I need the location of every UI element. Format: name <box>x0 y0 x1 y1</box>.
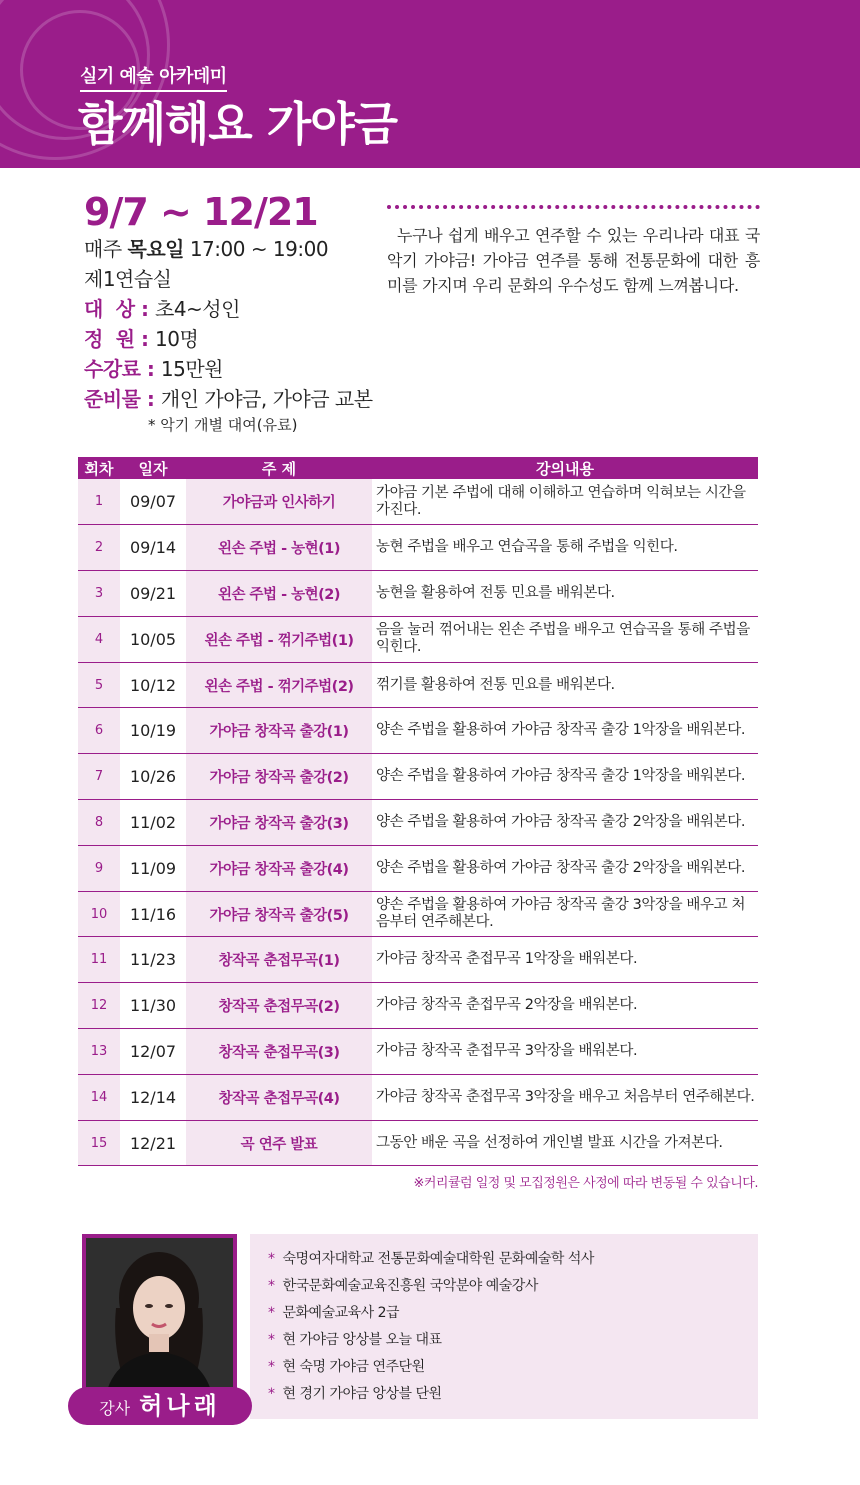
target-label: 대 상 : <box>84 297 155 321</box>
session-date: 09/14 <box>120 525 186 571</box>
schedule-time: 17:00 ~ 19:00 <box>183 237 329 261</box>
session-number: 14 <box>78 1074 120 1120</box>
schedule-day: 목요일 <box>127 237 184 261</box>
fee-label: 수강료 : <box>84 357 161 381</box>
bullet-star-icon: * <box>268 1359 275 1375</box>
session-number: 10 <box>78 891 120 937</box>
session-number: 8 <box>78 800 120 846</box>
session-topic: 창작곡 춘접무곡(1) <box>186 937 372 983</box>
bio-text: 현 경기 가야금 앙상블 단원 <box>282 1386 442 1402</box>
session-date: 10/26 <box>120 754 186 800</box>
session-content: 양손 주법을 활용하여 가야금 창작곡 출강 2악장을 배워본다. <box>372 800 758 846</box>
session-number: 1 <box>78 479 120 525</box>
fee-row <box>84 354 384 384</box>
session-content: 가야금 창작곡 춘접무곡 3악장을 배우고 처음부터 연주해본다. <box>372 1074 758 1120</box>
column-header-content: 강의내용 <box>372 457 758 479</box>
session-content: 그동안 배운 곡을 선정하여 개인별 발표 시간을 가져본다. <box>372 1120 758 1166</box>
session-topic: 왼손 주법 - 꺾기주법(2) <box>186 662 372 708</box>
portrait-image <box>86 1238 233 1394</box>
column-header-session: 회차 <box>78 457 120 479</box>
table-row <box>78 937 758 983</box>
session-number: 4 <box>78 616 120 662</box>
supplies-value: 개인 가야금, 가야금 교본 <box>160 387 373 411</box>
session-topic: 가야금과 인사하기 <box>186 479 372 525</box>
session-number: 5 <box>78 662 120 708</box>
table-row <box>78 754 758 800</box>
bio-list <box>268 1246 594 1408</box>
session-number: 3 <box>78 571 120 617</box>
session-topic: 가야금 창작곡 출강(3) <box>186 800 372 846</box>
bio-item <box>268 1246 594 1273</box>
session-date: 12/21 <box>120 1120 186 1166</box>
table-row <box>78 616 758 662</box>
session-topic: 가야금 창작곡 출강(5) <box>186 891 372 937</box>
course-info <box>84 190 384 436</box>
schedule-prefix: 매주 <box>84 237 128 261</box>
target-row <box>84 294 384 324</box>
teacher-photo <box>82 1234 237 1398</box>
course-description <box>387 205 760 298</box>
dotted-divider <box>387 205 760 209</box>
table-row <box>78 525 758 571</box>
session-number: 11 <box>78 937 120 983</box>
room: 제1연습실 <box>84 267 172 291</box>
session-content: 가야금 창작곡 춘접무곡 1악장을 배워본다. <box>372 937 758 983</box>
session-topic: 가야금 창작곡 출강(2) <box>186 754 372 800</box>
teacher-name: 허나래 <box>139 1392 221 1420</box>
session-content: 양손 주법을 활용하여 가야금 창작곡 출강 2악장을 배워본다. <box>372 845 758 891</box>
column-header-date: 일자 <box>120 457 186 479</box>
session-number: 13 <box>78 1029 120 1075</box>
bio-text: 현 숙명 가야금 연주단원 <box>282 1359 425 1375</box>
schedule-table <box>78 457 758 1166</box>
teacher-role: 강사 <box>99 1399 131 1418</box>
session-content: 가야금 창작곡 춘접무곡 3악장을 배워본다. <box>372 1029 758 1075</box>
page-title: 함께해요 가야금 <box>78 97 398 151</box>
session-topic: 왼손 주법 - 농현(1) <box>186 525 372 571</box>
column-header-topic: 주 제 <box>186 457 372 479</box>
table-row <box>78 800 758 846</box>
capacity-row <box>84 324 384 354</box>
bullet-star-icon: * <box>268 1332 275 1348</box>
session-date: 12/14 <box>120 1074 186 1120</box>
header-banner <box>0 0 860 168</box>
bio-text: 한국문화예술교육진흥원 국악분야 예술강사 <box>282 1278 538 1294</box>
session-topic: 가야금 창작곡 출강(4) <box>186 845 372 891</box>
session-topic: 왼손 주법 - 농현(2) <box>186 571 372 617</box>
bio-item <box>268 1273 594 1300</box>
supplies-note: * 악기 개별 대여(유료) <box>148 416 298 434</box>
session-number: 12 <box>78 983 120 1029</box>
session-content: 꺾기를 활용하여 전통 민요를 배워본다. <box>372 662 758 708</box>
session-date: 10/12 <box>120 662 186 708</box>
table-row <box>78 571 758 617</box>
session-content: 양손 주법을 활용하여 가야금 창작곡 출강 1악장을 배워본다. <box>372 708 758 754</box>
bio-text: 숙명여자대학교 전통문화예술대학원 문화예술학 석사 <box>282 1251 594 1267</box>
fee-value: 15만원 <box>160 357 223 381</box>
capacity-value: 10명 <box>155 327 199 351</box>
session-topic: 가야금 창작곡 출강(1) <box>186 708 372 754</box>
session-number: 7 <box>78 754 120 800</box>
session-date: 10/19 <box>120 708 186 754</box>
session-date: 11/30 <box>120 983 186 1029</box>
footnote: ※커리큘럼 일정 및 모집정원은 사정에 따라 변동될 수 있습니다. <box>413 1176 758 1191</box>
table-row <box>78 662 758 708</box>
session-date: 09/07 <box>120 479 186 525</box>
session-date: 12/07 <box>120 1029 186 1075</box>
supplies-label: 준비물 : <box>84 387 161 411</box>
teacher-name-badge <box>68 1387 252 1425</box>
session-date: 11/02 <box>120 800 186 846</box>
table-row <box>78 891 758 937</box>
description-text: 누구나 쉽게 배우고 연주할 수 있는 우리나라 대표 국악기 가야금! 가야금 연주를 통해 전통문화에 대한 흥미를 가지며 우리 문화의 우수성도 함께 느껴봅니다. <box>387 226 760 295</box>
table-row <box>78 1074 758 1120</box>
session-content: 농현을 활용하여 전통 민요를 배워본다. <box>372 571 758 617</box>
bio-text: 문화예술교육사 2급 <box>282 1305 400 1321</box>
session-content: 음을 눌러 꺾어내는 왼손 주법을 배우고 연습곡을 통해 주법을 익힌다. <box>372 616 758 662</box>
session-date: 11/09 <box>120 845 186 891</box>
schedule-line <box>84 234 384 264</box>
table-row <box>78 1120 758 1166</box>
session-content: 양손 주법을 활용하여 가야금 창작곡 출강 1악장을 배워본다. <box>372 754 758 800</box>
table-row <box>78 1029 758 1075</box>
session-content: 가야금 창작곡 춘접무곡 2악장을 배워본다. <box>372 983 758 1029</box>
bio-item <box>268 1327 594 1354</box>
session-date: 09/21 <box>120 571 186 617</box>
session-number: 15 <box>78 1120 120 1166</box>
header-subtitle: 실기 예술 아카데미 <box>80 62 227 92</box>
table-row <box>78 708 758 754</box>
bio-item <box>268 1300 594 1327</box>
supplies-row <box>84 384 384 414</box>
bullet-star-icon: * <box>268 1251 275 1267</box>
capacity-label: 정 원 : <box>84 327 155 351</box>
session-date: 11/23 <box>120 937 186 983</box>
bio-text: 현 가야금 앙상블 오늘 대표 <box>282 1332 442 1348</box>
bio-item <box>268 1381 594 1408</box>
session-topic: 왼손 주법 - 꺾기주법(1) <box>186 616 372 662</box>
target-value: 초4~성인 <box>155 297 240 321</box>
session-number: 9 <box>78 845 120 891</box>
table-header-row <box>78 457 758 479</box>
session-content: 농현 주법을 배우고 연습곡을 통해 주법을 익힌다. <box>372 525 758 571</box>
bullet-star-icon: * <box>268 1386 275 1402</box>
session-content: 양손 주법을 활용하여 가야금 창작곡 출강 3악장을 배우고 처음부터 연주해본다. <box>372 891 758 937</box>
session-topic: 창작곡 춘접무곡(3) <box>186 1029 372 1075</box>
session-number: 6 <box>78 708 120 754</box>
bullet-star-icon: * <box>268 1305 275 1321</box>
session-number: 2 <box>78 525 120 571</box>
table-row <box>78 479 758 525</box>
course-dates: 9/7 ~ 12/21 <box>84 190 318 234</box>
session-date: 11/16 <box>120 891 186 937</box>
bullet-star-icon: * <box>268 1278 275 1294</box>
session-topic: 창작곡 춘접무곡(2) <box>186 983 372 1029</box>
session-date: 10/05 <box>120 616 186 662</box>
table-row <box>78 845 758 891</box>
session-content: 가야금 기본 주법에 대해 이해하고 연습하며 익혀보는 시간을 가진다. <box>372 479 758 525</box>
bio-item <box>268 1354 594 1381</box>
session-topic: 곡 연주 발표 <box>186 1120 372 1166</box>
table-row <box>78 983 758 1029</box>
session-topic: 창작곡 춘접무곡(4) <box>186 1074 372 1120</box>
